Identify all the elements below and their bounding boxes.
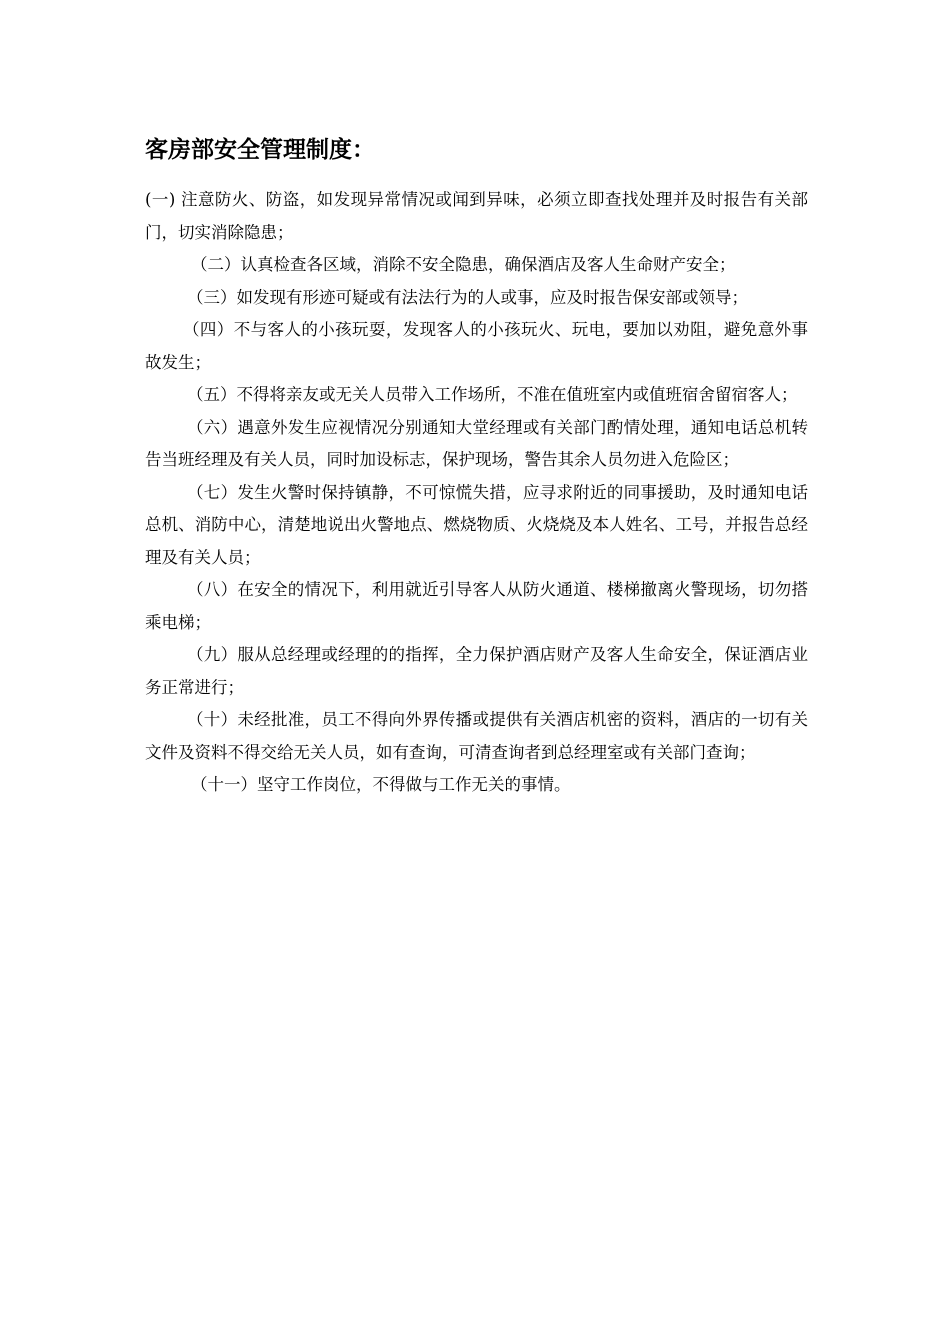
- paragraph-10: （十）未经批准，员工不得向外界传播或提供有关酒店机密的资料，酒店的一切有关文件及资料不得交给无关人员，如有查询，可清查询者到总经理室或有关部门查询；: [145, 710, 808, 762]
- paragraph-5: （五）不得将亲友或无关人员带入工作场所，不准在值班室内或值班宿舍留宿客人；: [187, 385, 798, 404]
- paragraph-6: （六）遇意外发生应视情况分别通知大堂经理或有关部门酌情处理，通知电话总机转告当班经理及有关人员，同时加设标志，保护现场，警告其余人员勿进入危险区；: [145, 417, 808, 469]
- paragraph-7: （七）发生火警时保持镇静，不可惊慌失措，应寻求附近的同事援助，及时通知电话总机、消防中心，清楚地说出火警地点、燃烧物质、火烧烧及本人姓名、工号，并报告总经理及有关人员；: [145, 482, 808, 567]
- document-title: 客房部安全管理制度：: [145, 137, 375, 163]
- paragraph-11: （十一）坚守工作岗位，不得做与工作无关的事情。: [191, 775, 571, 794]
- paragraph-8: （八）在安全的情况下，利用就近引导客人从防火通道、楼梯撤离火警现场，切勿搭乘电梯；: [145, 580, 808, 632]
- paragraph-1: (一) 注意防火、防盗，如发现异常情况或闻到异味，必须立即查找处理并及时报告有关部门，切实消除隐患；: [145, 190, 808, 242]
- paragraph-9: （九）服从总经理或经理的的指挥，全力保护酒店财产及客人生命安全，保证酒店业务正常进行；: [145, 645, 808, 697]
- paragraph-3: （三）如发现有形迹可疑或有法法行为的人或事，应及时报告保安部或领导；: [187, 287, 748, 307]
- document-body: [145, 184, 808, 802]
- paragraph-2: （二）认真检查各区域，消除不安全隐患，确保酒店及客人生命财产安全；: [191, 255, 736, 274]
- paragraph-4: （四）不与客人的小孩玩耍，发现客人的小孩玩火、玩电，要加以劝阻，避免意外事故发生；: [145, 320, 808, 372]
